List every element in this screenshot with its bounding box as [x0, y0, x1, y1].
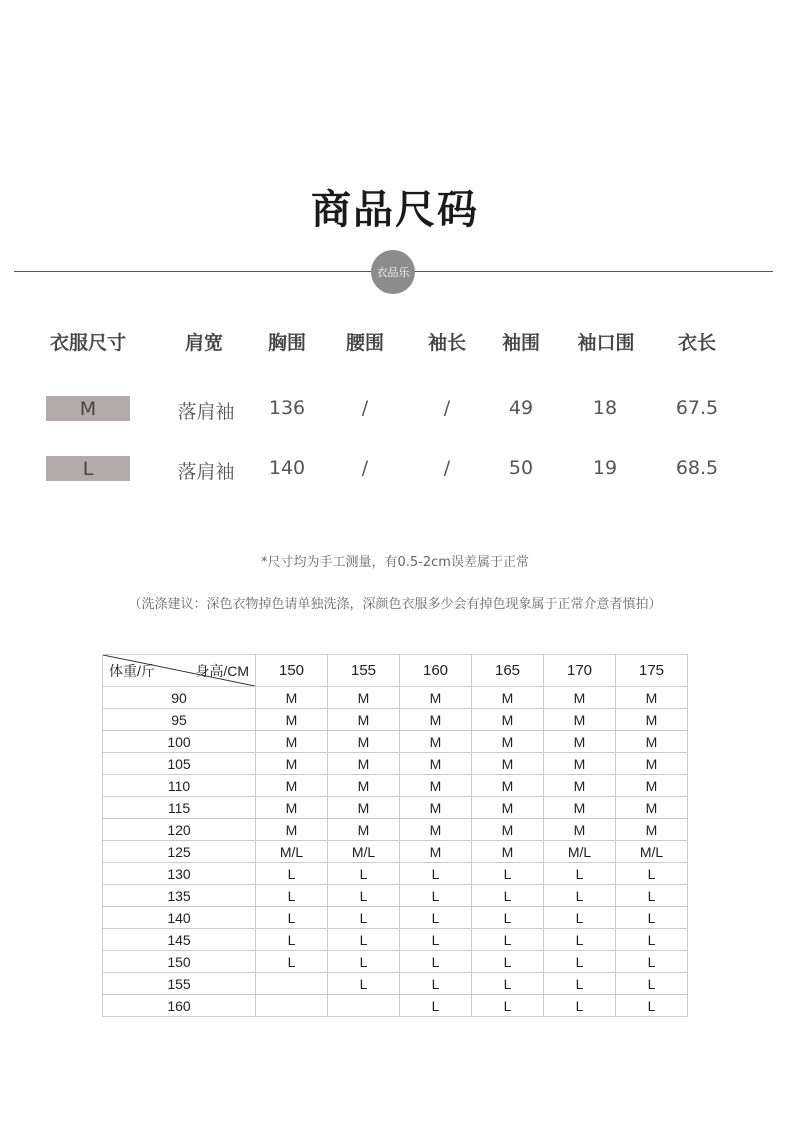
size-recommendation-cell: M [544, 753, 616, 775]
size-recommendation-cell: L [472, 995, 544, 1017]
weight-cell: 150 [103, 951, 256, 973]
size-recommendation-cell: L [544, 863, 616, 885]
size-recommendation-cell: M [328, 797, 400, 819]
size-cell: 18 [592, 397, 618, 419]
size-recommendation-cell: M [328, 687, 400, 709]
size-recommendation-cell: M/L [256, 841, 328, 863]
size-header-size: 衣服尺寸 [49, 332, 127, 354]
height-header: 160 [400, 655, 472, 687]
brand-badge: 衣品乐 [371, 250, 415, 294]
table-row [103, 687, 688, 709]
size-recommendation-cell: M [256, 797, 328, 819]
size-cell: 140 [268, 457, 306, 479]
size-recommendation-cell: L [256, 863, 328, 885]
size-recommendation-cell: M [616, 731, 688, 753]
table-row [103, 841, 688, 863]
size-recommendation-cell: M [328, 753, 400, 775]
size-table [0, 0, 790, 520]
size-cell: / [361, 457, 369, 479]
size-recommendation-cell: M [256, 753, 328, 775]
size-header-shoulder: 肩宽 [184, 332, 224, 354]
page-title: 商品尺码 [311, 187, 479, 233]
table-row [103, 973, 688, 995]
size-recommendation-cell: M [544, 819, 616, 841]
size-recommendation-cell: M [616, 753, 688, 775]
size-recommendation-cell: M [616, 709, 688, 731]
size-recommendation-cell: L [400, 973, 472, 995]
size-recommendation-cell: M [400, 709, 472, 731]
size-recommendation-cell: L [328, 885, 400, 907]
size-recommendation-cell: M [400, 753, 472, 775]
size-recommendation-cell: L [616, 863, 688, 885]
size-label-m: M [46, 396, 130, 421]
size-recommendation-cell: M [256, 709, 328, 731]
size-recommendation-cell: L [400, 907, 472, 929]
size-recommendation-cell: L [472, 907, 544, 929]
size-recommendation-cell: L [616, 885, 688, 907]
size-cell: 19 [592, 457, 618, 479]
size-recommendation-cell: M [472, 709, 544, 731]
weight-cell: 100 [103, 731, 256, 753]
size-recommendation-cell: L [544, 885, 616, 907]
size-recommendation-cell: L [328, 973, 400, 995]
size-recommendation-cell: M [472, 731, 544, 753]
size-header-sleeve-length: 袖长 [427, 332, 467, 354]
size-recommendation-cell: L [400, 995, 472, 1017]
size-recommendation-cell: M [256, 687, 328, 709]
weight-cell: 125 [103, 841, 256, 863]
size-recommendation-cell: M [400, 841, 472, 863]
size-recommendation-cell: M [400, 775, 472, 797]
size-recommendation-cell: L [616, 995, 688, 1017]
size-recommendation-cell: M [328, 709, 400, 731]
weight-height-table [102, 654, 688, 1017]
size-cell: 49 [508, 397, 534, 419]
size-recommendation-cell: M [472, 819, 544, 841]
size-recommendation-cell: M [472, 687, 544, 709]
size-recommendation-cell: M [616, 775, 688, 797]
size-recommendation-cell: M [472, 797, 544, 819]
size-recommendation-cell: L [472, 951, 544, 973]
size-recommendation-cell: M/L [616, 841, 688, 863]
size-recommendation-cell: L [328, 907, 400, 929]
table-row [103, 907, 688, 929]
size-label-l: L [46, 456, 130, 481]
height-header: 175 [616, 655, 688, 687]
size-recommendation-cell: L [544, 907, 616, 929]
corner-height-label: 身高/CM [195, 663, 249, 679]
size-recommendation-cell: L [328, 929, 400, 951]
table-row [103, 995, 688, 1017]
size-cell: 50 [508, 457, 534, 479]
size-recommendation-cell: L [256, 907, 328, 929]
size-recommendation-cell: L [256, 885, 328, 907]
size-recommendation-cell: M [400, 731, 472, 753]
size-recommendation-cell: L [616, 929, 688, 951]
size-recommendation-cell: L [256, 929, 328, 951]
size-recommendation-cell: M [544, 731, 616, 753]
weight-cell: 130 [103, 863, 256, 885]
size-recommendation-cell: L [472, 973, 544, 995]
table-row [103, 819, 688, 841]
weight-cell: 105 [103, 753, 256, 775]
height-header: 165 [472, 655, 544, 687]
size-recommendation-cell: L [400, 951, 472, 973]
height-header: 155 [328, 655, 400, 687]
size-recommendation-cell: M [544, 687, 616, 709]
size-header-sleeve-width: 袖围 [501, 332, 541, 354]
weight-cell: 140 [103, 907, 256, 929]
size-recommendation-cell: M [616, 687, 688, 709]
size-recommendation-cell: L [400, 885, 472, 907]
size-recommendation-cell: L [256, 951, 328, 973]
size-cell: / [443, 397, 451, 419]
size-cell: 68.5 [675, 457, 719, 479]
size-recommendation-cell: M [400, 797, 472, 819]
size-recommendation-cell: L [400, 863, 472, 885]
size-recommendation-cell: L [472, 885, 544, 907]
size-recommendation-cell: M [328, 731, 400, 753]
table-row [103, 775, 688, 797]
table-row [103, 731, 688, 753]
size-recommendation-cell: M [256, 819, 328, 841]
table-row [103, 951, 688, 973]
size-cell: 落肩袖 [177, 461, 235, 483]
table-row [103, 753, 688, 775]
weight-cell: 90 [103, 687, 256, 709]
size-recommendation-cell: M [328, 775, 400, 797]
size-recommendation-cell: M [256, 775, 328, 797]
table-row [103, 709, 688, 731]
size-recommendation-cell: M/L [544, 841, 616, 863]
size-recommendation-cell [328, 995, 400, 1017]
size-cell: 落肩袖 [177, 401, 235, 423]
size-header-waist: 腰围 [345, 332, 385, 354]
size-recommendation-cell: M [616, 819, 688, 841]
size-cell: / [361, 397, 369, 419]
table-row [103, 863, 688, 885]
size-recommendation-cell: M/L [328, 841, 400, 863]
weight-cell: 95 [103, 709, 256, 731]
size-header-chest: 胸围 [267, 332, 307, 354]
size-recommendation-cell: M [472, 775, 544, 797]
size-recommendation-cell: M [472, 753, 544, 775]
size-recommendation-cell: L [472, 863, 544, 885]
height-header: 150 [256, 655, 328, 687]
table-row [103, 929, 688, 951]
size-recommendation-cell: M [328, 819, 400, 841]
size-recommendation-cell: M [400, 687, 472, 709]
table-row [103, 885, 688, 907]
weight-cell: 115 [103, 797, 256, 819]
weight-cell: 135 [103, 885, 256, 907]
measurement-note: *尺寸均为手工测量，有0.5-2cm误差属于正常 [261, 555, 529, 570]
size-recommendation-cell: L [400, 929, 472, 951]
size-recommendation-cell [256, 973, 328, 995]
size-recommendation-cell: M [544, 797, 616, 819]
size-recommendation-cell: M [544, 709, 616, 731]
size-recommendation-cell: M [616, 797, 688, 819]
weight-table-header-row [103, 655, 688, 687]
size-recommendation-cell: L [544, 951, 616, 973]
size-recommendation-cell: M [400, 819, 472, 841]
size-cell: 136 [268, 397, 306, 419]
size-recommendation-cell: L [328, 863, 400, 885]
weight-cell: 155 [103, 973, 256, 995]
weight-cell: 110 [103, 775, 256, 797]
size-recommendation-cell: L [616, 973, 688, 995]
size-recommendation-cell: L [616, 907, 688, 929]
corner-weight-label: 体重/斤 [109, 663, 155, 679]
weight-table-corner [103, 655, 256, 687]
weight-cell: 160 [103, 995, 256, 1017]
size-header-cuff: 袖口围 [577, 332, 635, 354]
table-row [103, 797, 688, 819]
size-cell: / [443, 457, 451, 479]
size-recommendation-cell: L [544, 929, 616, 951]
size-recommendation-cell: L [472, 929, 544, 951]
size-recommendation-cell: L [616, 951, 688, 973]
size-cell: 67.5 [675, 397, 719, 419]
size-recommendation-cell: M [544, 775, 616, 797]
weight-cell: 120 [103, 819, 256, 841]
weight-cell: 145 [103, 929, 256, 951]
weight-table-body [103, 687, 688, 1017]
size-recommendation-cell: L [328, 951, 400, 973]
size-header-length: 衣长 [677, 332, 717, 354]
size-recommendation-cell [256, 995, 328, 1017]
size-recommendation-cell: L [544, 995, 616, 1017]
size-recommendation-cell: M [472, 841, 544, 863]
height-header: 170 [544, 655, 616, 687]
size-recommendation-cell: L [544, 973, 616, 995]
size-recommendation-cell: M [256, 731, 328, 753]
washing-note: （洗涤建议：深色衣物掉色请单独洗涤，深颜色衣服多少会有掉色现象属于正常介意者慎拍） [128, 597, 662, 612]
